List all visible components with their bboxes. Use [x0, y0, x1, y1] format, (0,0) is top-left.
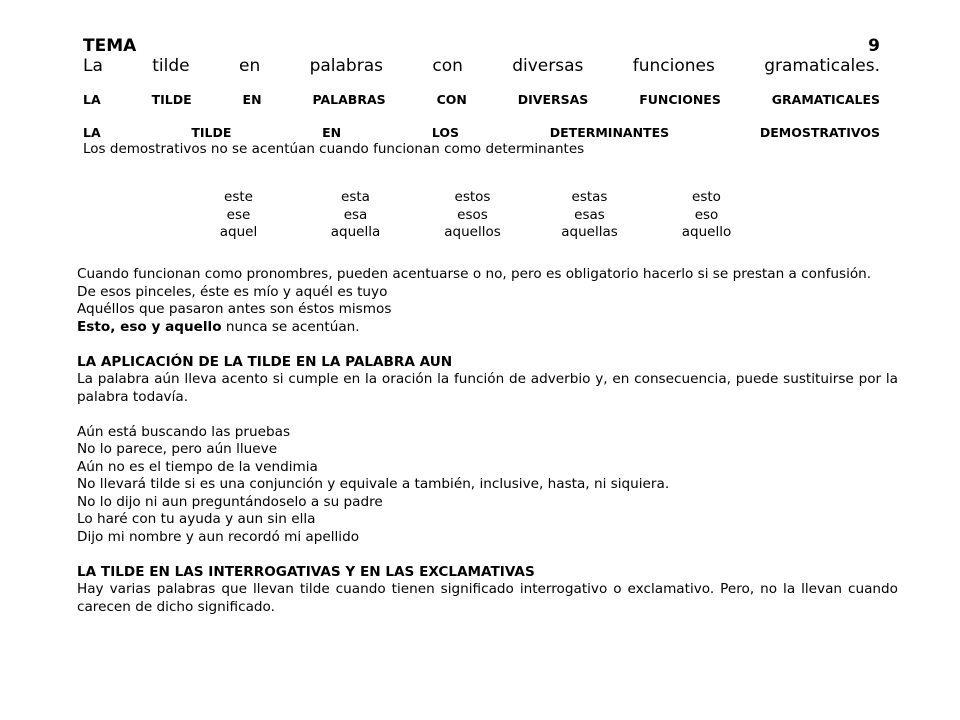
aun-example: Aún no es el tiempo de la vendimia	[77, 458, 318, 475]
pronombres-example: De esos pinceles, éste es mío y aquél es tuyo	[77, 283, 388, 300]
title-block	[83, 36, 880, 157]
table-cell: aquellas	[561, 224, 618, 240]
demostrativos-table	[180, 189, 765, 242]
table-cell: eso	[694, 206, 719, 223]
aun-paragraph: La palabra aún lleva acento si cumple en la oración la función de adverbio y, en consecuencia, puede sustituirse por la palabra todavía.	[77, 371, 898, 405]
neutral-pronouns-line	[77, 319, 898, 337]
body-text	[77, 266, 898, 616]
neutral-pronouns-rest: nunca se acentúan.	[221, 318, 360, 335]
demostrativos-heading	[83, 125, 880, 141]
table-cell: esos	[457, 206, 488, 223]
table-cell: esas	[574, 206, 605, 223]
uppercase-title-heading	[83, 92, 880, 108]
title-word: con	[432, 56, 463, 76]
aun-rule: No llevará tilde si es una conjunción y equivale a también, inclusive, hasta, ni siquiera.	[77, 476, 670, 492]
heading-word: LOS	[431, 125, 460, 140]
table-row	[180, 224, 765, 242]
table-cell: esto	[692, 189, 721, 205]
heading-word: TILDE	[151, 92, 192, 107]
tema-line	[83, 36, 880, 56]
heading-word: LA	[83, 92, 101, 107]
heading-word: TILDE	[191, 125, 232, 140]
table-cell: aquellos	[444, 224, 501, 240]
interrogativas-paragraph: Hay varias palabras que llevan tilde cuando tienen significado interrogativo o exclamativo. Pero, no la llevan cuando carecen de dicho significado.	[77, 581, 898, 615]
aun-heading: LA APLICACIÓN DE LA TILDE EN LA PALABRA AUN	[77, 353, 453, 370]
table-cell: este	[224, 189, 253, 205]
title-word: palabras	[309, 56, 383, 76]
table-cell: estos	[454, 189, 491, 205]
interrogativas-heading: LA TILDE EN LAS INTERROGATIVAS Y EN LAS EXCLAMATIVAS	[77, 563, 535, 580]
title-word: funciones	[632, 56, 715, 76]
heading-word: DEMOSTRATIVOS	[759, 125, 880, 140]
title-word: diversas	[512, 56, 584, 76]
aun-example: No lo dijo ni aun preguntándoselo a su padre	[77, 493, 383, 510]
table-cell: aquel	[219, 224, 258, 240]
demostrativos-intro: Los demostrativos no se acentúan cuando funcionan como determinantes	[83, 141, 585, 157]
aun-example: Dijo mi nombre y aun recordó mi apellido	[77, 528, 360, 545]
title-line	[83, 56, 880, 76]
title-word: gramaticales.	[764, 56, 880, 76]
spacer	[77, 336, 898, 354]
heading-word: DIVERSAS	[517, 92, 589, 107]
pronombres-paragraph: Cuando funcionan como pronombres, pueden acentuarse o no, pero es obligatorio hacerlo si se prestan a confusión.	[77, 266, 872, 282]
heading-word: GRAMATICALES	[771, 92, 880, 107]
aun-example: Lo haré con tu ayuda y aun sin ella	[77, 511, 316, 527]
aun-example: Aún está buscando las pruebas	[77, 423, 291, 440]
heading-word: DETERMINANTES	[549, 125, 670, 140]
table-cell: ese	[226, 206, 251, 223]
aun-example: No lo parece, pero aún llueve	[77, 441, 278, 457]
heading-word: CON	[436, 92, 467, 107]
heading-word: EN	[322, 125, 342, 140]
spacer	[77, 406, 898, 424]
table-cell: esta	[341, 189, 370, 205]
table-cell: estas	[571, 189, 608, 205]
tema-label: TEMA	[83, 36, 137, 56]
title-word: tilde	[152, 56, 190, 76]
title-word: La	[83, 56, 103, 76]
heading-word: PALABRAS	[312, 92, 386, 107]
table-cell: aquello	[681, 224, 732, 240]
table-row	[180, 207, 765, 225]
heading-word: FUNCIONES	[639, 92, 721, 107]
tema-number: 9	[868, 36, 880, 56]
pronombres-example: Aquéllos que pasaron antes son éstos mismos	[77, 301, 392, 317]
table-cell: aquella	[330, 224, 381, 240]
heading-word: EN	[242, 92, 262, 107]
spacer	[77, 546, 898, 564]
title-word: en	[238, 56, 261, 76]
neutral-pronouns-bold: Esto, eso y aquello	[77, 318, 222, 335]
heading-word: LA	[83, 125, 101, 140]
table-row	[180, 189, 765, 207]
table-cell: esa	[343, 206, 368, 223]
